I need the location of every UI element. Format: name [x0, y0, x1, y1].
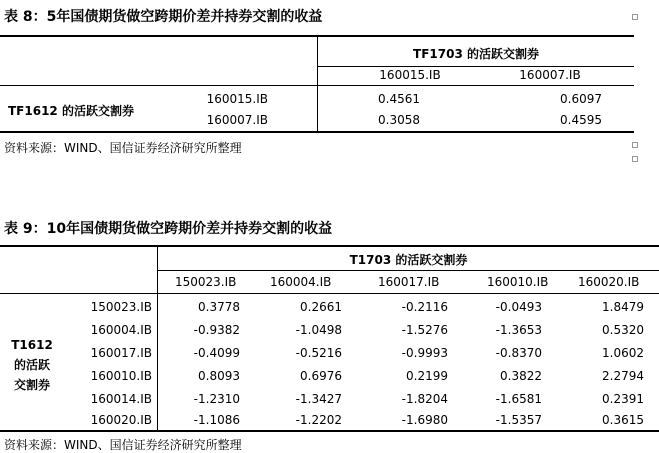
table8-source: 资料来源：WIND、国信证券经济研究所整理	[4, 141, 242, 155]
table9-row-code: 160020.IB	[90, 413, 152, 427]
layout-mark	[632, 156, 638, 162]
table9-bottom-rule	[0, 430, 659, 432]
table9-header-rule	[158, 270, 659, 271]
table8-row-group: TF1612 的活跃交割券	[8, 104, 134, 118]
table9-value: -1.1086	[193, 413, 240, 427]
table9-value: 2.2794	[602, 369, 644, 383]
table8-value: 0.3058	[378, 113, 420, 127]
table9-divider	[157, 246, 158, 430]
table8-col-group: TF1703 的活跃交割券	[413, 47, 539, 61]
table8-row-code: 160007.IB	[206, 113, 268, 127]
table9-value: 0.3778	[198, 300, 240, 314]
table9-value: 0.3615	[602, 413, 644, 427]
table8-value: 0.4595	[560, 113, 602, 127]
table8-col-header: 160007.IB	[519, 68, 581, 82]
table9-row-group-line: 交割券	[13, 378, 50, 392]
table9-value: -1.3427	[295, 392, 342, 406]
layout-mark	[632, 14, 638, 20]
table8-value: 0.4561	[378, 92, 420, 106]
table9-row-code: 160010.IB	[90, 369, 152, 383]
table8-col-header: 160015.IB	[379, 68, 441, 82]
table9-value: -1.3653	[495, 323, 542, 337]
table9-title: 表 9：10年国债期货做空跨期价差并持券交割的收益	[4, 221, 333, 237]
table9-value: 1.8479	[602, 300, 644, 314]
table9-value: 0.2391	[602, 392, 644, 406]
table8-body-rule	[0, 85, 634, 86]
table9-value: 0.5320	[602, 323, 644, 337]
table9-row-group	[8, 335, 56, 395]
table9-value: 1.0602	[602, 346, 644, 360]
table9-value: 0.6976	[300, 369, 342, 383]
table9-row-code: 160004.IB	[90, 323, 152, 337]
table9-source: 资料来源：WIND、国信证券经济研究所整理	[4, 438, 242, 452]
table9-value: -1.2202	[295, 413, 342, 427]
table9-col-header: 160004.IB	[270, 275, 332, 289]
table9-value: 0.2199	[406, 369, 448, 383]
table9-value: -1.2310	[193, 392, 240, 406]
table9-row-code: 160014.IB	[90, 392, 152, 406]
table9-col-header: 160010.IB	[487, 275, 549, 289]
table9-value: -1.6581	[495, 392, 542, 406]
table9-col-header: 160017.IB	[378, 275, 440, 289]
table9-value: -1.8204	[401, 392, 448, 406]
table9-value: -0.8370	[495, 346, 542, 360]
table9-row-group-line: T1612	[11, 338, 53, 352]
table9-col-group: T1703 的活跃交割券	[349, 253, 468, 267]
table9-value: 0.8093	[198, 369, 240, 383]
table8-row-code: 160015.IB	[206, 92, 268, 106]
table9-value: -0.9993	[401, 346, 448, 360]
table8-value: 0.6097	[560, 92, 602, 106]
table9-value: -0.2116	[401, 300, 448, 314]
table9-value: 0.3822	[500, 369, 542, 383]
table9-value: 0.2661	[300, 300, 342, 314]
table9-value: -1.6980	[401, 413, 448, 427]
table9-col-header: 150023.IB	[175, 275, 237, 289]
table9-row-code: 160017.IB	[90, 346, 152, 360]
table9-value: -0.4099	[193, 346, 240, 360]
table9-body-rule	[0, 293, 659, 294]
table9-value: -0.0493	[495, 300, 542, 314]
table9-value: -0.5216	[295, 346, 342, 360]
table9-row-group-line: 的活跃	[13, 358, 50, 372]
table9-value: -1.5357	[495, 413, 542, 427]
table9-value: -1.0498	[295, 323, 342, 337]
table9-top-rule	[0, 245, 659, 247]
table9-col-header: 160020.IB	[578, 275, 640, 289]
table9-row-code: 150023.IB	[90, 300, 152, 314]
table9-value: -0.9382	[193, 323, 240, 337]
layout-mark	[632, 142, 638, 148]
table9-value: -1.5276	[401, 323, 448, 337]
table8-title: 表 8：5年国债期货做空跨期价差并持券交割的收益	[4, 9, 323, 25]
table8-header-rule	[318, 66, 634, 67]
table8-bottom-rule	[0, 131, 634, 133]
